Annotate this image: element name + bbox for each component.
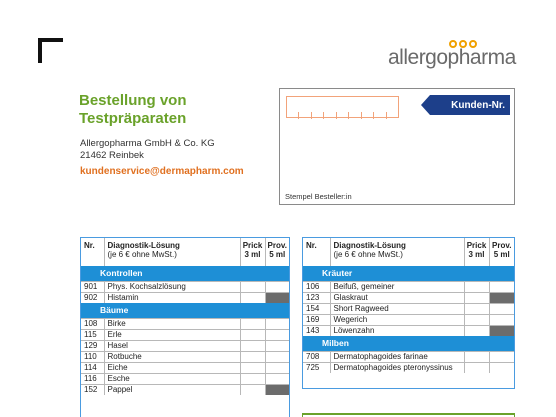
item-name: Hasel <box>104 340 240 351</box>
stamp-label: Stempel Besteller:in <box>285 192 352 201</box>
item-name: Rotbuche <box>104 351 240 362</box>
prov-quantity-cell[interactable] <box>265 318 289 329</box>
col-prov-title: Prov. <box>492 241 512 250</box>
prick-quantity-cell[interactable] <box>464 362 489 373</box>
item-name: Phys. Kochsalzlösung <box>104 281 240 292</box>
prick-quantity-cell[interactable] <box>240 362 265 373</box>
table-row <box>303 281 514 292</box>
item-name: Beifuß, gemeiner <box>330 281 464 292</box>
item-name: Löwenzahn <box>330 325 464 336</box>
item-number: 108 <box>81 318 104 329</box>
col-prick-subtitle: 3 ml <box>244 250 261 259</box>
table-row <box>81 384 289 395</box>
next-table-edge <box>302 413 515 417</box>
col-prov-header <box>489 238 514 266</box>
prick-quantity-cell[interactable] <box>464 351 489 362</box>
item-name: Birke <box>104 318 240 329</box>
prick-quantity-cell[interactable] <box>240 292 265 303</box>
crop-mark <box>38 38 63 63</box>
col-prov-subtitle: 5 ml <box>493 250 510 259</box>
item-name: Esche <box>104 373 240 384</box>
prick-quantity-cell[interactable] <box>240 340 265 351</box>
order-table-left <box>80 237 290 417</box>
table-row <box>81 362 289 373</box>
item-name: Erle <box>104 329 240 340</box>
col-prick-title: Prick <box>242 241 263 250</box>
table-row <box>303 362 514 373</box>
table-header-row <box>303 238 514 266</box>
prov-unavailable-cell <box>265 384 289 395</box>
item-number: 116 <box>81 373 104 384</box>
address-line-2: 21462 Reinbek <box>80 150 144 161</box>
company-address <box>80 138 215 162</box>
table-row <box>303 292 514 303</box>
col-prick-header <box>240 238 265 266</box>
prov-quantity-cell[interactable] <box>489 351 514 362</box>
col-name-header <box>330 238 464 266</box>
table-header-row <box>81 238 289 266</box>
logo-text: allergopharma <box>388 46 516 69</box>
item-number: 110 <box>81 351 104 362</box>
section-title: Kontrollen <box>81 266 289 281</box>
table-row <box>303 325 514 336</box>
col-nr-header: Nr. <box>303 238 330 266</box>
item-name: Wegerich <box>330 314 464 325</box>
item-number: 143 <box>303 325 330 336</box>
table-row <box>81 329 289 340</box>
customer-number-tag: Kunden-Nr. <box>430 95 510 115</box>
prick-quantity-cell[interactable] <box>240 318 265 329</box>
customer-number-digit-cell[interactable] <box>287 112 299 119</box>
item-name: Short Ragweed <box>330 303 464 314</box>
item-number: 169 <box>303 314 330 325</box>
prov-quantity-cell[interactable] <box>265 351 289 362</box>
prov-quantity-cell[interactable] <box>265 362 289 373</box>
prick-quantity-cell[interactable] <box>464 303 489 314</box>
prov-quantity-cell[interactable] <box>265 373 289 384</box>
prov-unavailable-cell <box>489 325 514 336</box>
prov-quantity-cell[interactable] <box>489 362 514 373</box>
prick-quantity-cell[interactable] <box>464 314 489 325</box>
item-name: Histamin <box>104 292 240 303</box>
service-email[interactable]: kundenservice@dermapharm.com <box>80 166 244 177</box>
col-prov-title: Prov. <box>267 241 287 250</box>
table-row <box>81 292 289 303</box>
item-name: Glaskraut <box>330 292 464 303</box>
col-prov-subtitle: 5 ml <box>269 250 286 259</box>
prick-quantity-cell[interactable] <box>240 329 265 340</box>
prov-unavailable-cell <box>489 292 514 303</box>
section-title: Kräuter <box>303 266 514 281</box>
allergopharma-logo <box>388 40 518 72</box>
col-prick-title: Prick <box>466 241 487 250</box>
customer-number-digit-cell[interactable] <box>362 112 374 119</box>
table-row <box>81 318 289 329</box>
customer-number-digit-cell[interactable] <box>337 112 349 119</box>
section-header-row <box>303 336 514 351</box>
section-header-row <box>303 266 514 281</box>
address-line-1: Allergopharma GmbH & Co. KG <box>80 138 215 149</box>
prov-quantity-cell[interactable] <box>489 281 514 292</box>
section-header-row <box>81 266 289 281</box>
prov-unavailable-cell <box>265 292 289 303</box>
prov-quantity-cell[interactable] <box>489 314 514 325</box>
customer-number-field[interactable] <box>286 96 399 118</box>
col-nr-header: Nr. <box>81 238 104 266</box>
item-number: 123 <box>303 292 330 303</box>
col-prick-header <box>464 238 489 266</box>
table-row <box>81 281 289 292</box>
table-row <box>303 351 514 362</box>
prick-quantity-cell[interactable] <box>464 292 489 303</box>
item-number: 106 <box>303 281 330 292</box>
customer-number-digit-cell[interactable] <box>299 112 311 119</box>
customer-number-digit-cell[interactable] <box>374 112 386 119</box>
page-title: Bestellung von Testpräparaten <box>79 92 187 127</box>
table-row <box>81 340 289 351</box>
item-number: 152 <box>81 384 104 395</box>
item-number: 725 <box>303 362 330 373</box>
item-number: 129 <box>81 340 104 351</box>
item-number: 902 <box>81 292 104 303</box>
prov-quantity-cell[interactable] <box>265 340 289 351</box>
prick-quantity-cell[interactable] <box>240 384 265 395</box>
item-number: 708 <box>303 351 330 362</box>
prick-quantity-cell[interactable] <box>464 281 489 292</box>
item-name: Eiche <box>104 362 240 373</box>
section-title: Bäume <box>81 303 289 318</box>
col-name-header <box>104 238 240 266</box>
customer-stamp-box[interactable] <box>279 88 515 205</box>
col-name-title: Diagnostik-Lösung <box>107 241 180 250</box>
prov-quantity-cell[interactable] <box>265 281 289 292</box>
prick-quantity-cell[interactable] <box>240 373 265 384</box>
item-name: Pappel <box>104 384 240 395</box>
section-header-row <box>81 303 289 318</box>
col-prov-header <box>265 238 289 266</box>
order-table-right <box>302 237 515 389</box>
item-name: Dermatophagoides farinae <box>330 351 464 362</box>
customer-number-digit-cell[interactable] <box>312 112 324 119</box>
prov-quantity-cell[interactable] <box>489 303 514 314</box>
col-prick-subtitle: 3 ml <box>468 250 485 259</box>
prick-quantity-cell[interactable] <box>240 351 265 362</box>
table-row <box>81 373 289 384</box>
item-number: 115 <box>81 329 104 340</box>
item-number: 114 <box>81 362 104 373</box>
table-row <box>303 314 514 325</box>
col-name-title: Diagnostik-Lösung <box>333 241 406 250</box>
table-row <box>81 351 289 362</box>
col-name-subtitle: (je 6 € ohne MwSt.) <box>333 250 403 259</box>
customer-number-digit-cell[interactable] <box>387 112 398 119</box>
item-number: 901 <box>81 281 104 292</box>
customer-number-digit-cell[interactable] <box>349 112 361 119</box>
col-name-subtitle: (je 6 € ohne MwSt.) <box>107 250 177 259</box>
prick-quantity-cell[interactable] <box>240 281 265 292</box>
item-number: 154 <box>303 303 330 314</box>
prick-quantity-cell[interactable] <box>464 325 489 336</box>
prov-quantity-cell[interactable] <box>265 329 289 340</box>
table-row <box>303 303 514 314</box>
customer-number-digit-cell[interactable] <box>324 112 336 119</box>
item-name: Dermatophagoides pteronyssinus <box>330 362 464 373</box>
section-title: Milben <box>303 336 514 351</box>
